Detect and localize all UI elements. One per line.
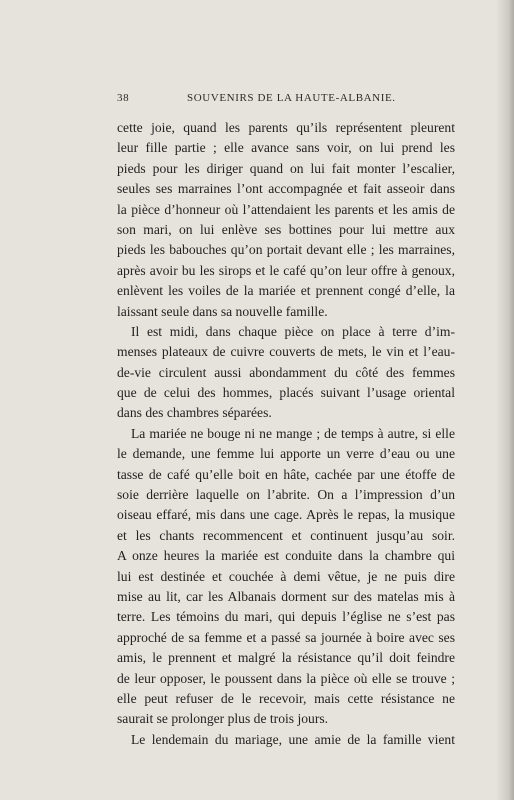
text-line: seules ses marraines l’ont accompagnée et fait asseoir dans bbox=[117, 181, 455, 197]
text-line: oiseau effaré, mis dans une cage. Après le repas, la musique bbox=[117, 507, 455, 523]
text-line: la pièce d’honneur où l’attendaient les parents et les amis de bbox=[117, 201, 455, 217]
page-number: 38 bbox=[117, 92, 130, 104]
text-line: pieds les babouches qu’on portait devant elle ; les marraines, bbox=[117, 242, 455, 258]
text-line: que de celui des hommes, placés suivant l’usage oriental bbox=[117, 385, 455, 401]
page-header bbox=[117, 92, 455, 108]
text-line: mise au lit, car les Albanais dorment sur des matelas mis à bbox=[117, 588, 455, 604]
text-line: soie derrière laquelle on l’abrite. On a l’impression d’un bbox=[117, 487, 455, 503]
text-line: cette joie, quand les parents qu’ils représentent pleurent bbox=[117, 120, 455, 135]
text-line: elle peut refuser de le recevoir, mais cette résistance ne bbox=[117, 690, 455, 706]
page-edge-shadow bbox=[496, 0, 514, 800]
text-line: son mari, on lui enlève ses bottines pour lui mettre aux bbox=[117, 221, 455, 237]
text-line: menses plateaux de cuivre couverts de mets, le vin et l’eau- bbox=[117, 344, 455, 360]
text-line: tasse de café qu’elle boit en hâte, cachée par une étoffe de bbox=[117, 466, 455, 482]
text-line: amis, le prennent et malgré la résistance qu’il doit feindre bbox=[117, 650, 455, 666]
text-line: La mariée ne bouge ni ne mange ; de temps à autre, si elle bbox=[131, 425, 455, 441]
text-line: approché de sa femme et a passé sa journée à boire avec ses bbox=[117, 629, 455, 645]
text-line: et les chants recommencent et continuent jusqu’au soir. bbox=[117, 527, 455, 543]
text-line: terre. Les témoins du mari, qui depuis l’église ne s’est pas bbox=[117, 609, 455, 625]
text-line: leur fille partie ; elle avance sans voir, on lui prend les bbox=[117, 140, 455, 156]
text-line: le demande, une femme lui apporte un verre d’eau ou une bbox=[117, 446, 455, 462]
body-text bbox=[117, 118, 455, 750]
text-line: Le lendemain du mariage, une amie de la famille vient bbox=[131, 731, 455, 747]
text-line: saurait se prolonger plus de trois jours. bbox=[117, 711, 329, 727]
text-line: de leur opposer, le poussent dans la pièce où elle se trouve ; bbox=[117, 670, 455, 686]
text-line: laissant seule dans sa nouvelle famille. bbox=[117, 303, 328, 319]
text-line: de-vie circulent aussi abondamment du côté des femmes bbox=[117, 364, 455, 380]
text-line: pieds pour les diriger quand on lui fait monter l’escalier, bbox=[117, 160, 455, 176]
running-title: SOUVENIRS DE LA HAUTE-ALBANIE. bbox=[187, 92, 396, 104]
text-line: après avoir bu les sirops et le café qu’on leur offre à genoux, bbox=[117, 262, 455, 278]
text-line: lui est destinée et couchée à demi vêtue, je ne puis dire bbox=[117, 568, 455, 584]
text-line: A onze heures la mariée est conduite dans la chambre qui bbox=[117, 548, 455, 564]
text-line: dans des chambres séparées. bbox=[117, 405, 272, 421]
text-line: Il est midi, dans chaque pièce on place à terre d’im- bbox=[131, 323, 455, 339]
text-line: enlèvent les voiles de la mariée et prennent congé d’elle, la bbox=[117, 283, 455, 299]
